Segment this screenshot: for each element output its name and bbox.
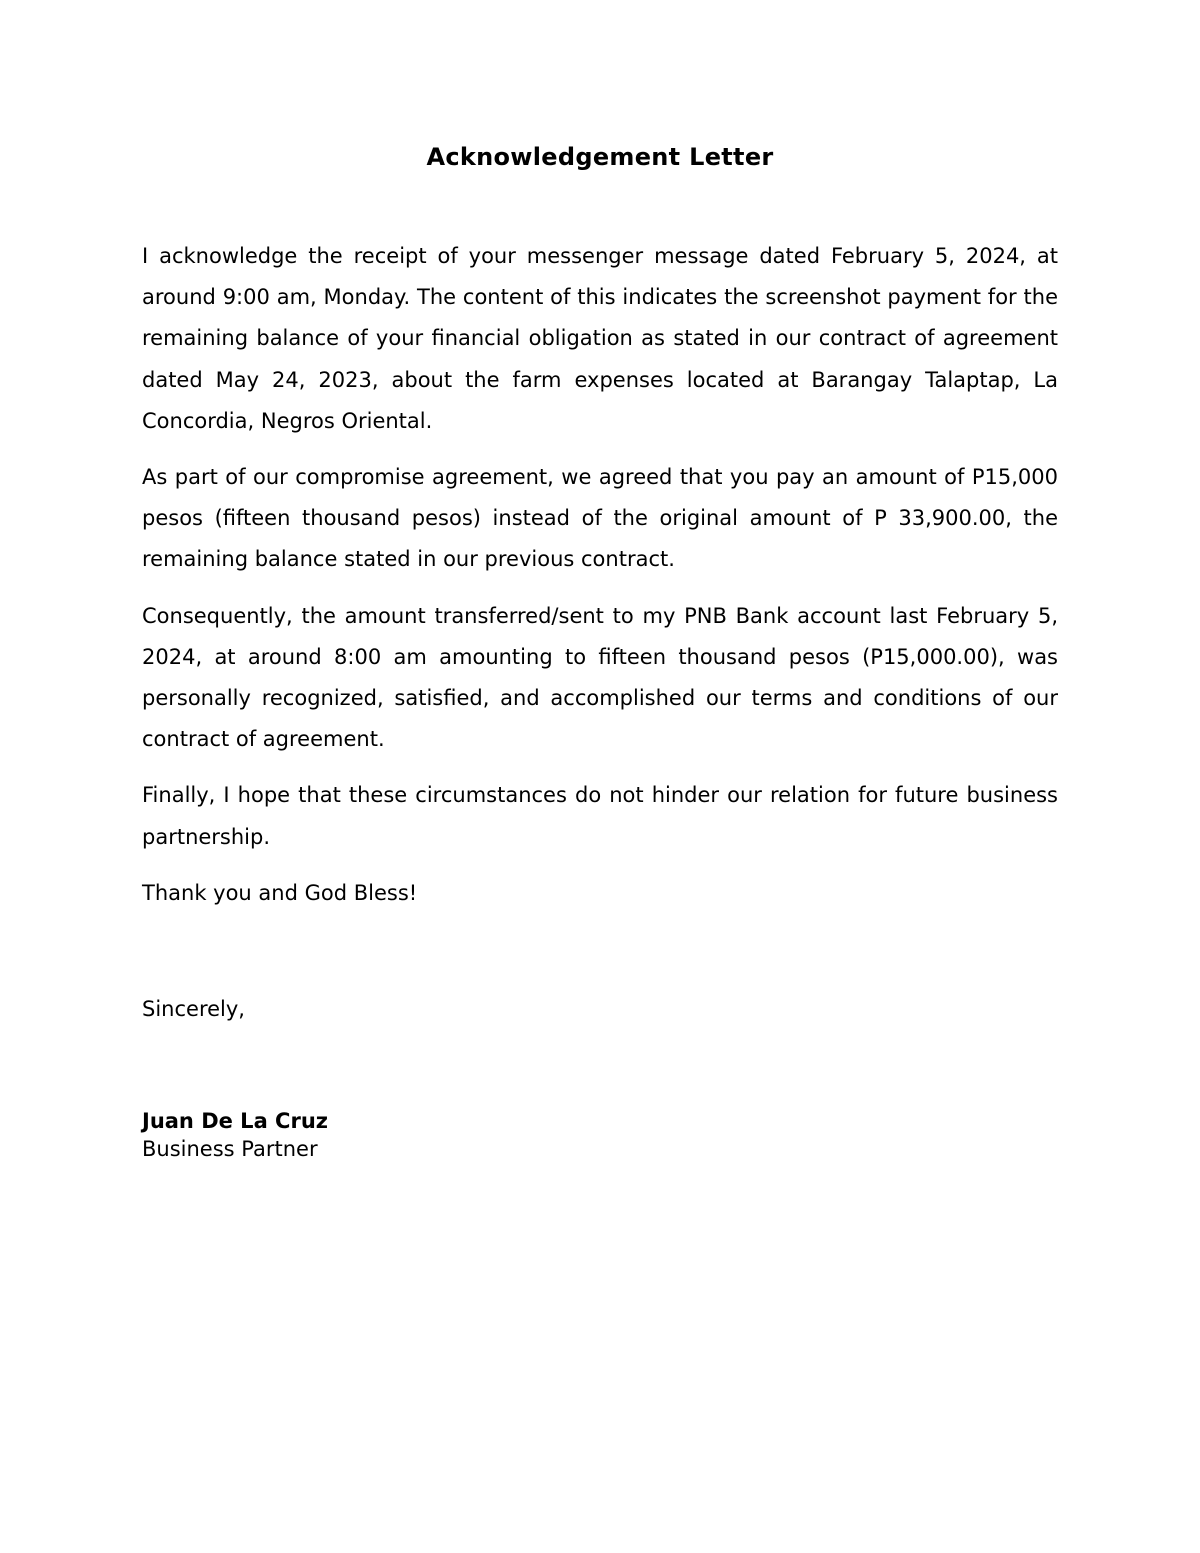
signer-title: Business Partner (142, 1137, 318, 1161)
paragraph-closing-hope: Finally, I hope that these circumstances do not hinder our relation for future business partnership. (142, 783, 1058, 849)
letter-body (142, 236, 1058, 929)
letter-closing: Sincerely, (142, 997, 245, 1021)
signer-name: Juan De La Cruz (142, 1109, 328, 1133)
letter-title: Acknowledgement Letter (426, 143, 774, 171)
paragraph-receipt: I acknowledge the receipt of your messenger message dated February 5, 2024, at around 9:00 am, Monday. The content of this indicates the screenshot payment for the remaining balance of your financial obligation as stated in our contract of agreement dated May 24, 2023, about the farm expenses located at Barangay Talaptap, La Concordia, Negros Oriental. (142, 244, 1058, 433)
paragraph-compromise: As part of our compromise agreement, we agreed that you pay an amount of P15,000 pesos (fifteen thousand pesos) instead of the original amount of P 33,900.00, the remaining balance stated in our previous contract. (142, 465, 1058, 572)
paragraph-thanks: Thank you and God Bless! (142, 880, 418, 905)
paragraph-transfer: Consequently, the amount transferred/sent to my PNB Bank account last February 5, 2024, at around 8:00 am amounting to fifteen thousand pesos (P15,000.00), was personally recognized, satisfied, and accomplished our terms and conditions of our contract of agreement. (142, 603, 1058, 752)
